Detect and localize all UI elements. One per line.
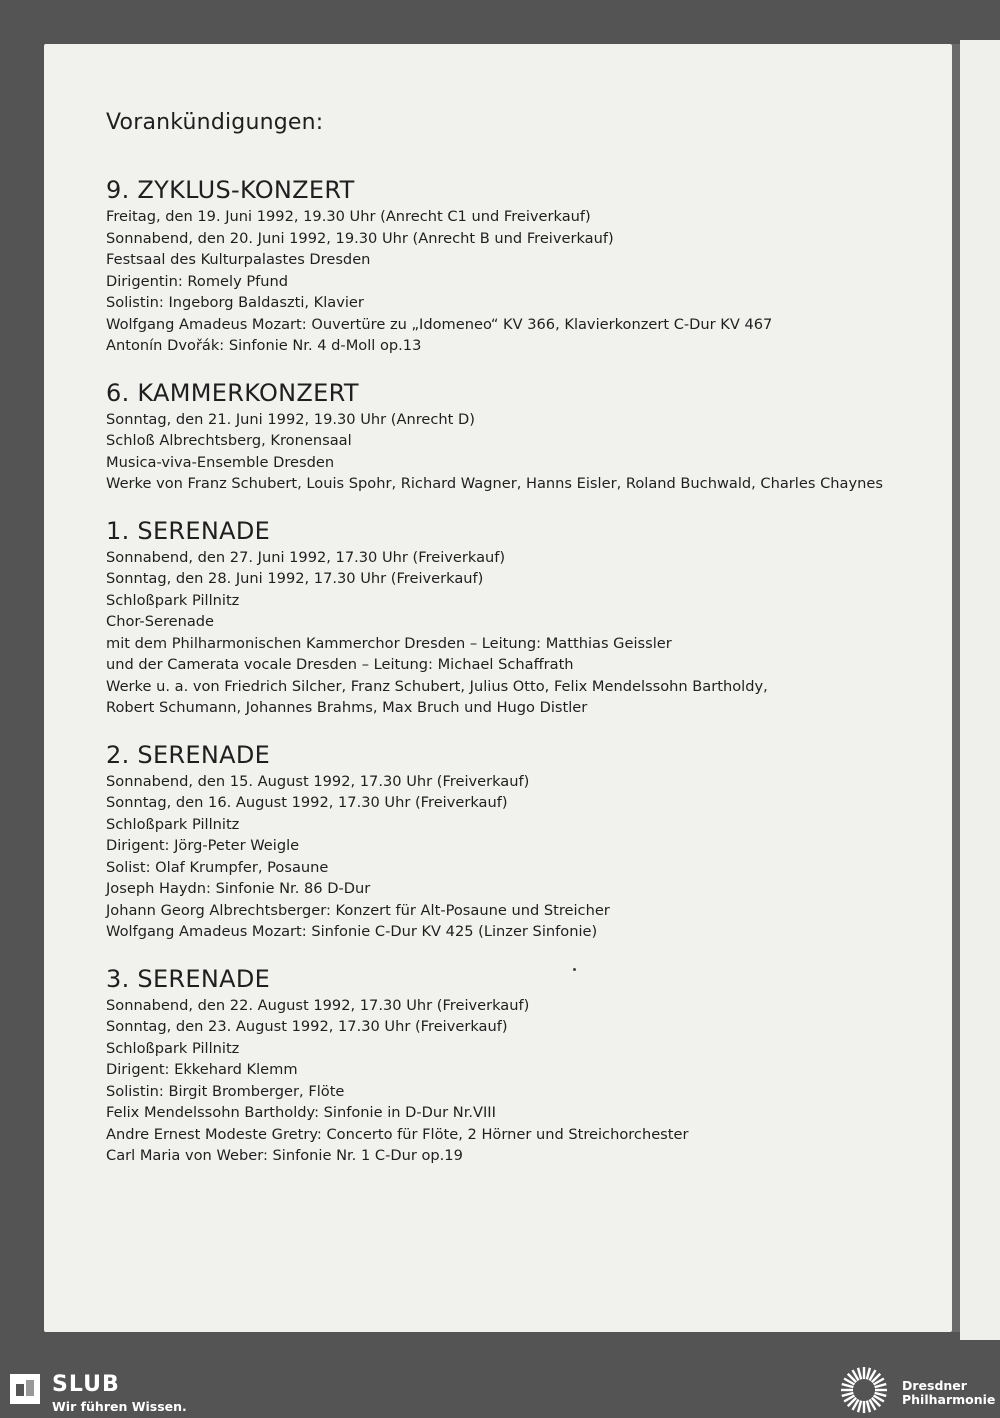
- section-line: Sonnabend, den 27. Juni 1992, 17.30 Uhr (Freiverkauf): [106, 548, 506, 566]
- partner-name-line1: Dresdner: [902, 1378, 967, 1393]
- section-line: Dirigent: Ekkehard Klemm: [106, 1061, 298, 1078]
- page-gutter: [952, 44, 960, 1332]
- section-title: 3. SERENADE: [106, 964, 271, 993]
- concert-section: [106, 176, 926, 357]
- logo-ray: [875, 1384, 887, 1387]
- logo-ray: [867, 1401, 870, 1413]
- section-line: Freitag, den 19. Juni 1992, 19.30 Uhr (Anrecht C1 und Freiverkauf): [106, 208, 591, 225]
- section-line: Dirigent: Jörg-Peter Weigle: [106, 837, 300, 854]
- facing-page-edge: [960, 40, 1000, 1340]
- section-line: Sonntag, den 28. Juni 1992, 17.30 Uhr (Freiverkauf): [106, 570, 484, 587]
- section-title: 9. ZYKLUS-KONZERT: [106, 176, 355, 204]
- logo-ray: [858, 1401, 861, 1413]
- section-line: Sonntag, den 23. August 1992, 17.30 Uhr (Freiverkauf): [106, 1018, 508, 1035]
- speck: [573, 968, 576, 971]
- logo-ray: [842, 1393, 854, 1396]
- section-line: Musica-viva-Ensemble Dresden: [106, 453, 335, 471]
- section-title: 6. KAMMERKONZERT: [106, 378, 359, 407]
- section-line: Carl Maria von Weber: Sinfonie Nr. 1 C-Dur op.19: [106, 1147, 463, 1164]
- section-line: Sonnabend, den 20. Juni 1992, 19.30 Uhr (Anrecht B und Freiverkauf): [106, 229, 614, 247]
- section-line: mit dem Philharmonischen Kammerchor Dresden – Leitung: Matthias Geissler: [106, 634, 672, 652]
- section-line: Dirigentin: Romely Pfund: [106, 272, 289, 290]
- dresdner-philharmonie-logo-icon: [840, 1366, 888, 1414]
- section-line: Wolfgang Amadeus Mozart: Sinfonie C-Dur KV 425 (Linzer Sinfonie): [106, 923, 598, 940]
- section-line: Joseph Haydn: Sinfonie Nr. 86 D-Dur: [106, 880, 371, 897]
- section-line: Johann Georg Albrechtsberger: Konzert für Alt-Posaune und Streicher: [106, 901, 610, 919]
- concert-section: [106, 379, 926, 495]
- section-line: Sonntag, den 21. Juni 1992, 19.30 Uhr (Anrecht D): [106, 410, 475, 428]
- section-line: Schloßpark Pillnitz: [106, 815, 240, 833]
- section-line: Antonín Dvořák: Sinfonie Nr. 4 d-Moll op.13: [106, 337, 422, 354]
- section-line: Felix Mendelssohn Bartholdy: Sinfonie in D-Dur Nr.VIII: [106, 1104, 496, 1121]
- page-heading: Vorankündigungen:: [106, 110, 324, 135]
- section-title: 2. SERENADE: [106, 740, 271, 769]
- logo-ray: [858, 1368, 861, 1380]
- section-line: Sonnabend, den 22. August 1992, 17.30 Uhr (Freiverkauf): [106, 996, 530, 1014]
- library-tagline: Wir führen Wissen.: [52, 1399, 187, 1414]
- logo-ray: [867, 1368, 870, 1380]
- section-line: Festsaal des Kulturpalastes Dresden: [106, 251, 371, 268]
- section-line: Sonntag, den 16. August 1992, 17.30 Uhr (Freiverkauf): [106, 794, 508, 811]
- library-name: SLUB: [52, 1372, 120, 1397]
- concert-sections: [106, 176, 926, 1167]
- section-title: 1. SERENADE: [106, 516, 271, 545]
- section-line: Sonnabend, den 15. August 1992, 17.30 Uhr (Freiverkauf): [106, 772, 530, 790]
- logo-ray: [842, 1384, 854, 1387]
- section-line: Schloßpark Pillnitz: [106, 591, 240, 609]
- section-line: Schloß Albrechtsberg, Kronensaal: [106, 432, 352, 449]
- section-line: Schloßpark Pillnitz: [106, 1039, 240, 1057]
- section-line: Solist: Olaf Krumpfer, Posaune: [106, 858, 329, 876]
- section-line: Werke u. a. von Friedrich Silcher, Franz Schubert, Julius Otto, Felix Mendelssohn Bartholdy,: [106, 677, 768, 695]
- section-line: Chor-Serenade: [106, 613, 215, 630]
- section-line: Solistin: Birgit Bromberger, Flöte: [106, 1082, 345, 1100]
- logo-ray: [875, 1393, 887, 1396]
- section-line: Solistin: Ingeborg Baldaszti, Klavier: [106, 294, 364, 311]
- section-line: Wolfgang Amadeus Mozart: Ouvertüre zu „Idomeneo“ KV 366, Klavierkonzert C-Dur KV 467: [106, 315, 773, 333]
- concert-section: [106, 741, 926, 943]
- concert-section: [106, 517, 926, 719]
- announcement-content: [106, 110, 926, 1189]
- partner-name-line2: Philharmonie: [902, 1392, 996, 1407]
- concert-section: [106, 965, 926, 1167]
- section-line: Werke von Franz Schubert, Louis Spohr, Richard Wagner, Hanns Eisler, Roland Buchwald, Charles Chaynes: [106, 475, 883, 492]
- section-line: Andre Ernest Modeste Gretry: Concerto für Flöte, 2 Hörner und Streichorchester: [106, 1125, 689, 1143]
- section-line: und der Camerata vocale Dresden – Leitung: Michael Schaffrath: [106, 656, 574, 673]
- partner-name: [902, 1379, 995, 1407]
- slub-logo-icon: [10, 1374, 40, 1404]
- section-line: Robert Schumann, Johannes Brahms, Max Bruch und Hugo Distler: [106, 699, 588, 716]
